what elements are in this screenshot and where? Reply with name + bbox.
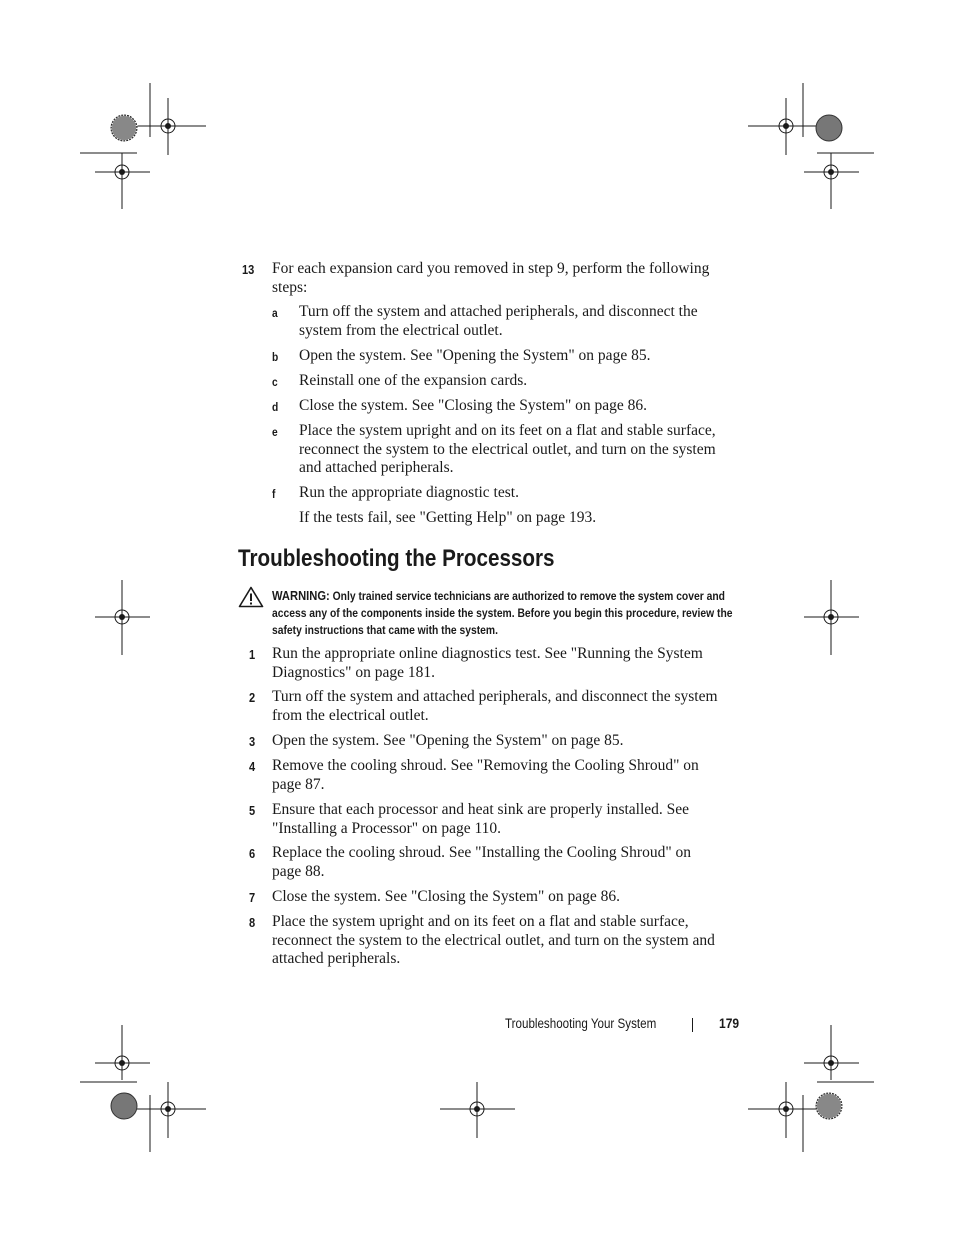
step-number: 8 xyxy=(249,915,256,930)
step-text: Replace the cooling shroud. See "Installing the Cooling Shroud" on page 88. xyxy=(272,844,692,880)
substep-text: Run the appropriate diagnostic test. xyxy=(299,484,519,501)
substep-text: Turn off the system and attached peripherals, and disconnect the system from the electrical outlet. xyxy=(299,303,698,339)
step-text: For each expansion card you removed in step 9, perform the following steps: xyxy=(272,260,710,296)
page-number: 179 xyxy=(719,1015,740,1031)
substep-label: d xyxy=(272,400,279,414)
warning-label: WARNING: xyxy=(272,588,330,603)
substep-note: If the tests fail, see "Getting Help" on page 193. xyxy=(299,509,597,526)
substep-label: c xyxy=(272,375,278,389)
substep-text: Close the system. See "Closing the System" on page 86. xyxy=(299,397,648,414)
step-number: 1 xyxy=(249,647,256,662)
substep-text: Place the system upright and on its feet on a flat and stable surface, reconnect the system to the electrical outlet, and turn on the system and attached peripherals. xyxy=(299,422,716,476)
footer-section-title: Troubleshooting Your System xyxy=(505,1016,657,1031)
step-number: 13 xyxy=(242,262,255,277)
step-number: 7 xyxy=(249,890,256,905)
step-text: Run the appropriate online diagnostics test. See "Running the System Diagnostics" on page 181. xyxy=(272,645,703,681)
step-number: 4 xyxy=(249,759,256,774)
warning-icon xyxy=(238,586,264,608)
warning-text: Only trained service technicians are authorized to remove the system cover and access any of the components inside the system. Before you begin this procedure, review the safety instructions that came with the system. xyxy=(272,589,733,637)
step-text: Place the system upright and on its feet on a flat and stable surface, reconnect the system to the electrical outlet, and turn on the system and attached peripherals. xyxy=(272,913,715,967)
step-text: Open the system. See "Opening the System" on page 85. xyxy=(272,732,624,749)
substep-label: b xyxy=(272,350,279,364)
substep-text: Open the system. See "Opening the System" on page 85. xyxy=(299,347,651,364)
substep-text: Reinstall one of the expansion cards. xyxy=(299,372,528,389)
substep-label: a xyxy=(272,306,278,320)
step-number: 6 xyxy=(249,846,256,861)
substep-label: e xyxy=(272,425,278,439)
step-number: 5 xyxy=(249,803,256,818)
substep-label: f xyxy=(272,487,276,501)
warning-notice xyxy=(272,587,736,639)
step-text: Ensure that each processor and heat sink are properly installed. See "Installing a Processor" on page 110. xyxy=(272,801,690,837)
section-heading: Troubleshooting the Processors xyxy=(238,545,555,572)
step-text: Close the system. See "Closing the System" on page 86. xyxy=(272,888,621,905)
step-number: 2 xyxy=(249,690,256,705)
step-number: 3 xyxy=(249,734,256,749)
step-text: Turn off the system and attached peripherals, and disconnect the system from the electrical outlet. xyxy=(272,688,718,724)
step-text: Remove the cooling shroud. See "Removing the Cooling Shroud" on page 87. xyxy=(272,757,699,793)
footer-separator xyxy=(692,1018,693,1032)
